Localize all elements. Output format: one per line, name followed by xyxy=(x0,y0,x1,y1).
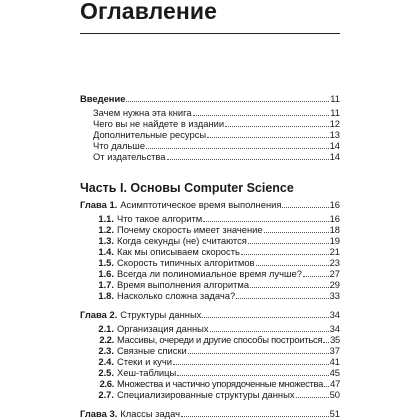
toc-entry-page: 16 xyxy=(329,213,340,224)
toc-entry-title: Чего вы не найдете в издании xyxy=(93,118,225,129)
toc-entry-page: 23 xyxy=(329,257,340,268)
toc-entry-title: Зачем нужна эта книга xyxy=(93,107,192,118)
toc-section-number: 1.4. xyxy=(98,246,114,257)
dot-leader xyxy=(296,396,329,398)
toc-section-number: 2.1. xyxy=(98,323,114,334)
toc-section-row[interactable] xyxy=(88,389,340,401)
dot-leader xyxy=(126,100,329,102)
toc-entry-title: Дополнительные ресурсы xyxy=(93,129,207,140)
toc-entry-page: 34 xyxy=(329,309,340,320)
dot-leader xyxy=(225,125,328,127)
toc-section-number: 1.5. xyxy=(98,257,114,268)
toc-section-number: 2.5. xyxy=(98,367,114,378)
dot-leader xyxy=(207,136,328,138)
toc-entry-page: 21 xyxy=(329,246,340,257)
toc-part-heading[interactable]: Часть I. Основы Computer Science xyxy=(80,181,294,195)
dot-leader xyxy=(167,158,329,160)
toc-entry-title: От издательства xyxy=(93,151,166,162)
toc-entry-title: Асимптотическое время выполнения xyxy=(120,199,282,210)
dot-leader xyxy=(248,242,329,244)
toc-entry-page: 29 xyxy=(329,279,340,290)
toc-entry-page: 14 xyxy=(329,140,340,151)
toc-entry-title: Что дальше xyxy=(93,140,146,151)
toc-section-number: 1.6. xyxy=(98,268,114,279)
toc-entry-page: 27 xyxy=(329,268,340,279)
dot-leader xyxy=(173,363,329,365)
dot-leader xyxy=(181,415,329,417)
dot-leader xyxy=(324,385,329,387)
toc-entry-page: 51 xyxy=(329,408,340,419)
dot-leader xyxy=(188,352,329,354)
toc-entry-page: 14 xyxy=(329,151,340,162)
toc-section-number: 1.8. xyxy=(98,290,114,301)
dot-leader xyxy=(202,316,328,318)
toc-section-number: 1.3. xyxy=(98,235,114,246)
dot-leader xyxy=(203,220,328,222)
toc-entry-title: Классы задач xyxy=(120,408,181,419)
toc-entry-page: 11 xyxy=(330,107,340,118)
toc-entry-title: Связные списки xyxy=(117,345,187,356)
toc-chapter-row[interactable] xyxy=(80,309,340,321)
toc-entry-title: Всегда ли полиномиальное время лучше? xyxy=(117,268,302,279)
dot-leader xyxy=(256,264,329,266)
toc-chapter-row[interactable] xyxy=(80,408,340,420)
toc-entry-page: 35 xyxy=(330,334,340,345)
dot-leader xyxy=(177,374,328,376)
toc-entry-page: 13 xyxy=(329,129,340,140)
toc-chapter-label: Глава 3. xyxy=(80,408,118,419)
dot-leader xyxy=(146,147,329,149)
dot-leader xyxy=(241,253,329,255)
title-rule xyxy=(80,33,340,34)
toc-entry-title: Скорость типичных алгоритмов xyxy=(117,257,255,268)
toc-entry-page: 16 xyxy=(329,199,340,210)
toc-entry-page: 11 xyxy=(330,93,340,104)
toc-section-row[interactable] xyxy=(88,290,340,302)
toc-entry-page: 47 xyxy=(330,378,340,389)
dot-leader xyxy=(236,297,328,299)
toc-section-number: 2.3. xyxy=(98,345,114,356)
dot-leader xyxy=(323,341,329,343)
toc-entry-page: 19 xyxy=(329,235,340,246)
toc-chapter-label: Глава 2. xyxy=(80,309,118,320)
toc-section-number: 2.2. xyxy=(99,334,114,345)
toc-entry-page: 18 xyxy=(329,224,340,235)
toc-section-number: 2.6. xyxy=(99,378,114,389)
toc-section-number: 1.2. xyxy=(98,224,114,235)
toc-chapter-label: Глава 1. xyxy=(80,199,118,210)
toc-section-number: 2.7. xyxy=(98,389,114,400)
toc-entry-page: 37 xyxy=(329,345,340,356)
dot-leader xyxy=(250,286,328,288)
toc-entry-title: Время выполнения алгоритма xyxy=(117,279,250,290)
toc-chapter-row[interactable] xyxy=(80,199,340,211)
dot-leader xyxy=(210,330,329,332)
toc-intro-item[interactable] xyxy=(93,151,340,163)
toc-section-number: 1.7. xyxy=(98,279,114,290)
toc-entry-page: 34 xyxy=(329,323,340,334)
toc-entry-page: 41 xyxy=(329,356,340,367)
toc-entry-title: Структуры данных xyxy=(120,309,202,320)
toc-entry-title: Как мы описываем скорость xyxy=(117,246,240,257)
toc-entry-page: 33 xyxy=(329,290,340,301)
toc-entry-title: Массивы, очереди и другие способы построиться xyxy=(117,334,323,345)
toc-entry-title: Когда секунды (не) считаются xyxy=(117,235,247,246)
toc-entry-title: Стеки и кучи xyxy=(117,356,172,367)
toc-entry-page: 45 xyxy=(329,367,340,378)
toc-intro-heading[interactable] xyxy=(80,93,340,105)
toc-entry-title: Почему скорость имеет значение xyxy=(117,224,263,235)
toc-section-number: 2.4. xyxy=(98,356,114,367)
toc-entry-title: Специализированные структуры данных xyxy=(117,389,295,400)
page-title: Оглавление xyxy=(80,0,218,24)
toc-section-number: 1.1. xyxy=(98,213,114,224)
toc-entry-page: 50 xyxy=(329,389,340,400)
toc-entry-title: Организация данных xyxy=(117,323,209,334)
toc-entry-title: Что такое алгоритм xyxy=(117,213,203,224)
dot-leader xyxy=(303,275,329,277)
dot-leader xyxy=(282,206,328,208)
dot-leader xyxy=(264,231,329,233)
toc-entry-title: Хеш-таблицы xyxy=(117,367,177,378)
toc-entry-title: Введение xyxy=(80,93,126,104)
dot-leader xyxy=(193,114,330,116)
toc-entry-title: Насколько сложна задача? xyxy=(117,290,236,301)
toc-entry-page: 12 xyxy=(329,118,340,129)
toc-entry-title: Множества и частично упорядоченные множества xyxy=(117,378,324,389)
